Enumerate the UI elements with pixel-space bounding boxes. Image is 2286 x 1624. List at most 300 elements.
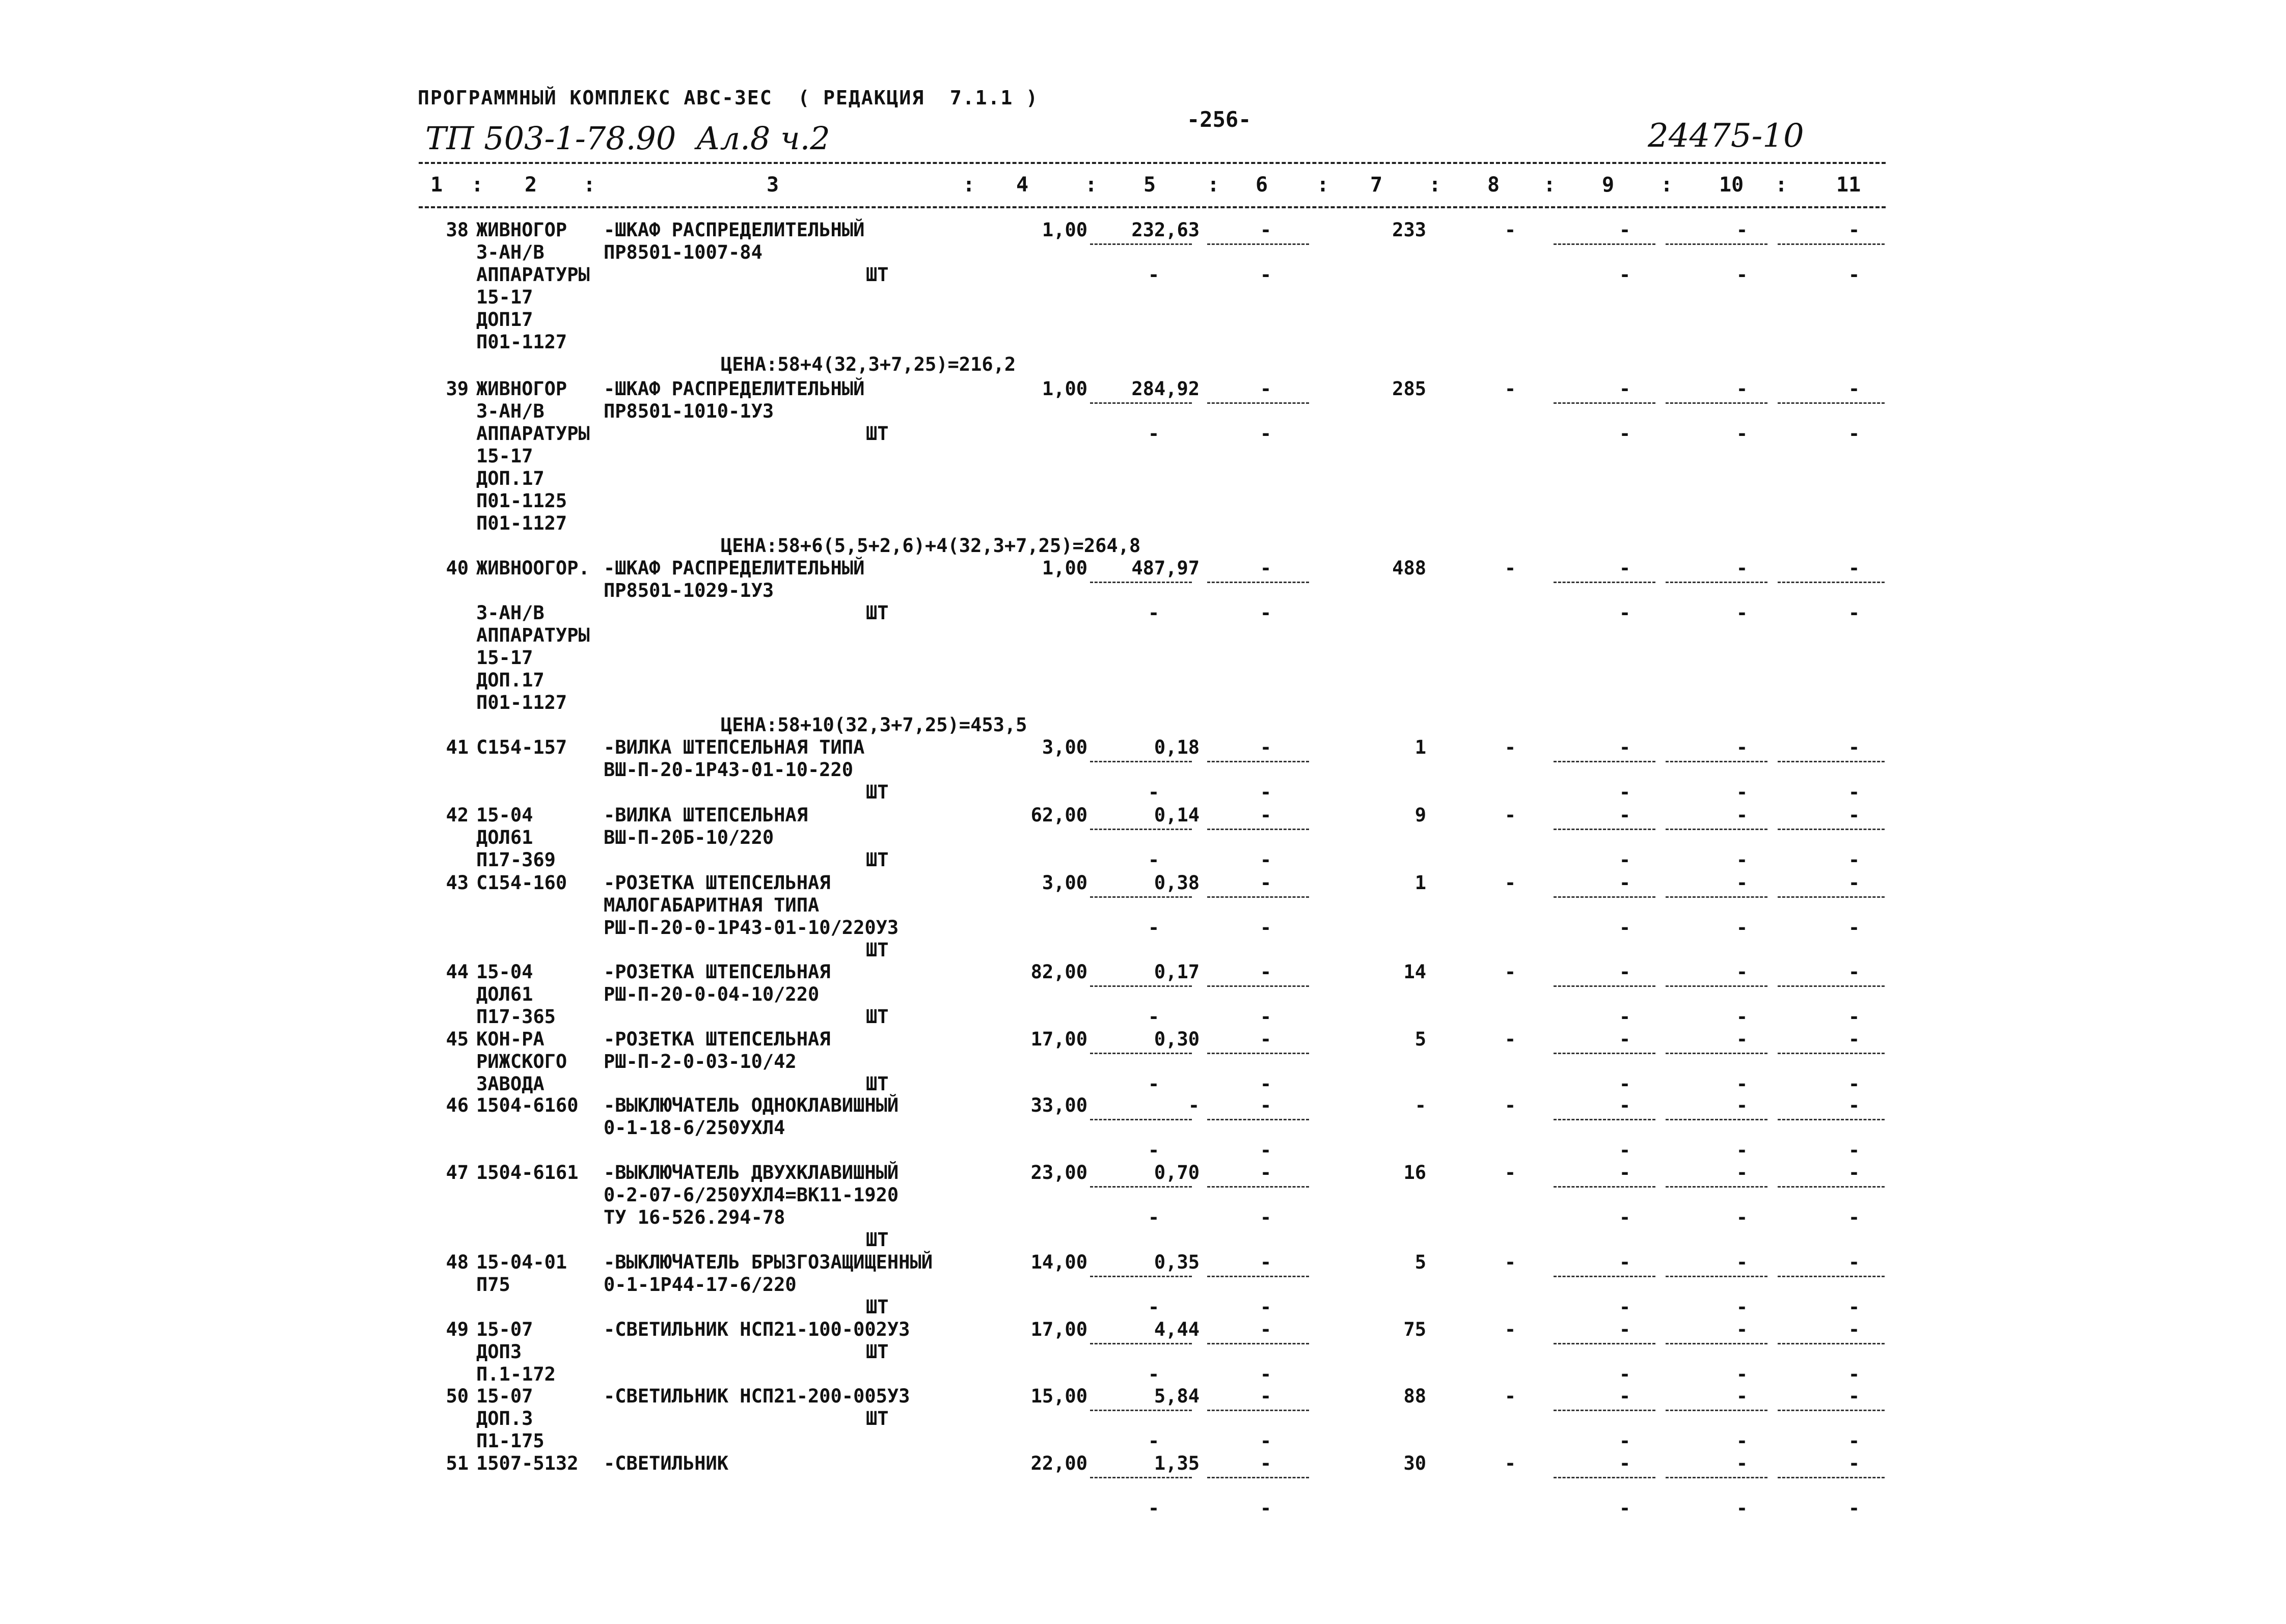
row-col9: - [1619,1318,1631,1340]
row-quantity: 3,00 [1042,736,1087,758]
row-col11-rule [1778,582,1885,583]
row-col11-rule [1778,1186,1885,1188]
row-col10-rule [1666,402,1767,404]
row-unit-price: 5,84 [1154,1385,1200,1407]
row-code-line: П01-1127 [476,512,567,534]
row-col6-sub: - [1260,264,1272,286]
row-col6: - [1260,1452,1272,1474]
row-unit-price: - [1188,1094,1200,1116]
row-number: 49 [446,1318,469,1340]
column-header-7: 7 [1370,173,1383,197]
row-col11-rule [1778,896,1885,898]
row-col11: - [1848,1028,1860,1050]
row-col6-sub: - [1260,1073,1272,1095]
row-col6: - [1260,1162,1272,1183]
row-code-line: ЖИВНОГОР [476,219,567,241]
row-col6-sub: - [1260,849,1272,871]
row-price-rule [1090,582,1192,583]
row-description-line: -СВЕТИЛЬНИК НСП21-100-002У3 [604,1318,910,1340]
column-separator: : [1085,173,1098,197]
row-code-line: 15-17 [476,445,533,467]
row-col9: - [1619,1162,1631,1183]
header-bottom-rule [419,206,1886,208]
row-col11-rule [1778,243,1885,245]
row-total: 1 [1414,736,1426,758]
row-col10-rule [1666,582,1767,583]
row-number: 43 [446,872,469,894]
row-col8: - [1504,557,1516,579]
row-total: 14 [1403,961,1426,983]
row-col10: - [1736,219,1748,241]
row-col10-sub: - [1736,1430,1748,1452]
row-number: 46 [446,1094,469,1116]
row-quantity: 3,00 [1042,872,1087,894]
row-description-line: ВШ-П-20Б-10/220 [604,827,774,848]
row-code-line: 3-АН/В [476,400,545,422]
row-col10: - [1736,378,1748,400]
row-col6-sub: - [1260,1139,1272,1161]
row-col10-rule [1666,1477,1767,1478]
row-col11: - [1848,1094,1860,1116]
row-col9-sub: - [1619,781,1631,803]
column-header-4: 4 [1016,173,1029,197]
row-quantity: 17,00 [1030,1028,1087,1050]
row-total: 16 [1403,1162,1426,1183]
row-description-line: -ШКАФ РАСПРЕДЕЛИТЕЛЬНЫЙ [604,219,865,241]
row-code-line: ЖИВНОГОР [476,378,567,400]
row-price-rule [1090,1477,1192,1478]
row-col11: - [1848,219,1860,241]
row-description-line: ТУ 16-526.294-78 [604,1206,785,1228]
column-header-8: 8 [1487,173,1500,197]
row-description-line: -РОЗЕТКА ШТЕПСЕЛЬНАЯ [604,1028,831,1050]
row-code-line: АППАРАТУРЫ [476,423,590,445]
row-col11-sub: - [1848,1430,1860,1452]
row-code-line: 3-АН/В [476,241,545,263]
row-col11-rule [1778,1276,1885,1277]
row-price-rule [1090,1276,1192,1277]
row-col9: - [1619,219,1631,241]
row-price-note: ЦЕНА:58+10(32,3+7,25)=453,5 [721,714,1027,736]
row-col11-rule [1778,1343,1885,1344]
row-col11-rule [1778,829,1885,830]
row-code-line: П01-1127 [476,692,567,713]
row-description-line: РШ-П-20-0-1Р43-01-10/220У3 [604,917,899,939]
row-col6-rule [1207,1477,1309,1478]
column-separator: : [1543,173,1556,197]
row-col10: - [1736,1452,1748,1474]
column-header-3: 3 [767,173,779,197]
row-quantity: 1,00 [1042,219,1087,241]
column-separator: : [1207,173,1220,197]
row-unit: ШТ [866,1229,889,1251]
row-col6-rule [1207,829,1309,830]
row-unit-price: 0,35 [1154,1251,1200,1273]
row-col10-sub: - [1736,1073,1748,1095]
row-col8: - [1504,1385,1516,1407]
row-code-line: С154-157 [476,736,567,758]
row-col10-sub: - [1736,781,1748,803]
row-unit-price: 0,17 [1154,961,1200,983]
row-unit: ШТ [866,602,889,624]
program-title: ПРОГРАММНЫЙ КОМПЛЕКС АВС-3ЕС ( РЕДАКЦИЯ 7.1.1 ) [418,87,1039,109]
row-col6: - [1260,378,1272,400]
row-col10-rule [1666,829,1767,830]
row-col9-sub: - [1619,423,1631,445]
row-code-line: 15-07 [476,1385,533,1407]
column-separator: : [583,173,596,197]
row-col8: - [1504,804,1516,826]
row-unit-price: 232,63 [1131,219,1200,241]
row-col10-sub: - [1736,1006,1748,1028]
row-col11-sub: - [1848,1073,1860,1095]
row-col6-sub: - [1260,423,1272,445]
row-code-line: П17-369 [476,849,556,871]
row-code-line: 3-АН/В [476,602,545,624]
row-unit: ШТ [866,1073,889,1095]
row-price-rule [1090,896,1192,898]
row-code-line: ДОП.17 [476,669,545,691]
row-col10: - [1736,804,1748,826]
row-price-rule [1090,1186,1192,1188]
row-col6: - [1260,219,1272,241]
row-total: 285 [1392,378,1426,400]
row-col11-sub: - [1848,781,1860,803]
row-col10-sub: - [1736,1206,1748,1228]
row-col11: - [1848,1452,1860,1474]
row-col9: - [1619,1251,1631,1273]
row-col6-sub: - [1260,781,1272,803]
row-price-rule [1090,402,1192,404]
row-col9: - [1619,1028,1631,1050]
row-col10-sub: - [1736,849,1748,871]
row-price-sub: - [1148,264,1160,286]
row-code-line: 15-04 [476,961,533,983]
row-unit: ШТ [866,264,889,286]
column-separator: : [471,173,484,197]
row-col10: - [1736,872,1748,894]
row-col9-rule [1554,1477,1655,1478]
row-col8: - [1504,961,1516,983]
row-col9-rule [1554,985,1655,987]
row-col10-rule [1666,761,1767,762]
row-col10-sub: - [1736,602,1748,624]
row-number: 50 [446,1385,469,1407]
row-col6: - [1260,557,1272,579]
row-col10: - [1736,961,1748,983]
row-col11: - [1848,961,1860,983]
row-description-line: -ВИЛКА ШТЕПСЕЛЬНАЯ ТИПА [604,736,865,758]
row-total: 1 [1414,872,1426,894]
row-col6: - [1260,1385,1272,1407]
row-col9: - [1619,1094,1631,1116]
row-col8: - [1504,1028,1516,1050]
row-code-line: 1504-6161 [476,1162,579,1183]
row-col11-sub: - [1848,1206,1860,1228]
row-total: 5 [1414,1028,1426,1050]
row-col11: - [1848,872,1860,894]
row-code-line: ДОЛ61 [476,827,533,848]
row-price-sub: - [1148,1497,1160,1519]
row-unit: ШТ [866,849,889,871]
row-code-line: П1-175 [476,1430,545,1452]
row-col11: - [1848,1385,1860,1407]
row-col11-sub: - [1848,602,1860,624]
row-col9: - [1619,804,1631,826]
row-description-line: РШ-П-2-0-03-10/42 [604,1051,797,1072]
row-col6: - [1260,804,1272,826]
row-col6: - [1260,872,1272,894]
row-col9-sub: - [1619,1363,1631,1385]
row-unit-price: 0,14 [1154,804,1200,826]
row-col10-sub: - [1736,1363,1748,1385]
row-col10-rule [1666,896,1767,898]
row-total: 75 [1403,1318,1426,1340]
row-col11: - [1848,557,1860,579]
row-price-sub: - [1148,602,1160,624]
row-col10-sub: - [1736,917,1748,939]
row-description-line: МАЛОГАБАРИТНАЯ ТИПА [604,894,820,916]
row-code-line: 15-04 [476,804,533,826]
row-col6-sub: - [1260,1006,1272,1028]
row-col11-sub: - [1848,849,1860,871]
row-col10: - [1736,1318,1748,1340]
row-col9-sub: - [1619,1206,1631,1228]
row-col6: - [1260,736,1272,758]
row-code-line: ДОП17 [476,309,533,331]
row-col11-sub: - [1848,1296,1860,1318]
row-col11-rule [1778,985,1885,987]
row-code-line: АППАРАТУРЫ [476,624,590,646]
row-col9-rule [1554,896,1655,898]
row-price-sub: - [1148,1139,1160,1161]
row-code-line: ЗАВОДА [476,1073,545,1095]
row-number: 44 [446,961,469,983]
row-description-line: -ВИЛКА ШТЕПСЕЛЬНАЯ [604,804,808,826]
row-col9-rule [1554,1276,1655,1277]
row-col11-sub: - [1848,1006,1860,1028]
row-description-line: ВШ-П-20-1Р43-01-10-220 [604,759,854,781]
row-col6: - [1260,1251,1272,1273]
row-price-sub: - [1148,781,1160,803]
row-col10-rule [1666,985,1767,987]
row-col9: - [1619,736,1631,758]
row-description-line: -ВЫКЛЮЧАТЕЛЬ ОДНОКЛАВИШНЫЙ [604,1094,899,1116]
column-separator: : [1429,173,1441,197]
row-quantity: 15,00 [1030,1385,1087,1407]
row-col11: - [1848,1162,1860,1183]
row-unit-price: 0,38 [1154,872,1200,894]
row-code-line: 1504-6160 [476,1094,579,1116]
row-col10-rule [1666,1053,1767,1054]
column-header-11: 11 [1836,173,1861,197]
row-total: - [1414,1094,1426,1116]
row-col6-sub: - [1260,1497,1272,1519]
row-price-sub: - [1148,917,1160,939]
row-col9-rule [1554,761,1655,762]
row-col10-rule [1666,1410,1767,1411]
row-quantity: 1,00 [1042,378,1087,400]
row-col8: - [1504,1318,1516,1340]
column-header-2: 2 [525,173,537,197]
row-col9-sub: - [1619,1497,1631,1519]
row-code-line: ДОП.3 [476,1408,533,1429]
row-price-rule [1090,1053,1192,1054]
row-price-sub: - [1148,849,1160,871]
column-separator: : [963,173,975,197]
column-header-1: 1 [430,173,443,197]
row-col8: - [1504,1094,1516,1116]
row-total: 9 [1414,804,1426,826]
row-col6-rule [1207,896,1309,898]
row-col8: - [1504,1452,1516,1474]
row-code-line: АППАРАТУРЫ [476,264,590,286]
row-col9-sub: - [1619,1006,1631,1028]
row-total: 233 [1392,219,1426,241]
row-price-rule [1090,761,1192,762]
row-description-line: ПР8501-1007-84 [604,241,763,263]
row-total: 88 [1403,1385,1426,1407]
column-separator: : [1661,173,1673,197]
row-price-rule [1090,985,1192,987]
row-number: 45 [446,1028,469,1050]
row-code-line: 15-17 [476,286,533,308]
row-col11-rule [1778,761,1885,762]
row-col10: - [1736,736,1748,758]
row-description-line: РШ-П-20-0-04-10/220 [604,983,820,1005]
row-col6: - [1260,961,1272,983]
row-col6-sub: - [1260,1363,1272,1385]
row-col11-sub: - [1848,917,1860,939]
row-col10: - [1736,1028,1748,1050]
row-description-line: 0-2-07-6/250УХЛ4=ВК11-1920 [604,1184,899,1206]
row-code-line: 15-07 [476,1318,533,1340]
row-col10: - [1736,1094,1748,1116]
row-col10: - [1736,1251,1748,1273]
row-col10-sub: - [1736,1497,1748,1519]
row-col6-rule [1207,1343,1309,1344]
column-header-6: 6 [1256,173,1268,197]
row-col11-rule [1778,1410,1885,1411]
row-price-note: ЦЕНА:58+4(32,3+7,25)=216,2 [721,353,1016,375]
row-code-line: С154-160 [476,872,567,894]
row-col9-sub: - [1619,1073,1631,1095]
row-price-note: ЦЕНА:58+6(5,5+2,6)+4(32,3+7,25)=264,8 [721,535,1141,557]
row-col11-rule [1778,1477,1885,1478]
row-col9-rule [1554,1053,1655,1054]
row-code-line: РИЖСКОГО [476,1051,567,1072]
row-col9-rule [1554,582,1655,583]
row-number: 47 [446,1162,469,1183]
row-quantity: 82,00 [1030,961,1087,983]
row-col11-rule [1778,402,1885,404]
row-number: 39 [446,378,469,400]
row-price-rule [1090,1343,1192,1344]
row-description-line: -РОЗЕТКА ШТЕПСЕЛЬНАЯ [604,872,831,894]
row-col6: - [1260,1318,1272,1340]
column-header-10: 10 [1719,173,1744,197]
row-code-line: П01-1127 [476,331,567,353]
row-description-line: -РОЗЕТКА ШТЕПСЕЛЬНАЯ [604,961,831,983]
row-code-line: П.1-172 [476,1363,556,1385]
row-col6: - [1260,1094,1272,1116]
row-total: 488 [1392,557,1426,579]
row-col11-sub: - [1848,1363,1860,1385]
row-total: 30 [1403,1452,1426,1474]
row-code-line: ДОП.17 [476,467,545,489]
row-price-sub: - [1148,1430,1160,1452]
row-price-sub: - [1148,1296,1160,1318]
row-col6-rule [1207,1186,1309,1188]
row-unit-price: 0,18 [1154,736,1200,758]
row-col6-rule [1207,1276,1309,1277]
row-col8: - [1504,1162,1516,1183]
row-price-rule [1090,829,1192,830]
row-col6: - [1260,1028,1272,1050]
row-col11: - [1848,1251,1860,1273]
document-number: 24475-10 [1648,117,1804,155]
row-description-line: -ШКАФ РАСПРЕДЕЛИТЕЛЬНЫЙ [604,378,865,400]
row-col10-rule [1666,1119,1767,1120]
row-col8: - [1504,736,1516,758]
column-separator: : [1775,173,1788,197]
row-price-sub: - [1148,1006,1160,1028]
row-number: 40 [446,557,469,579]
row-col11: - [1848,1318,1860,1340]
row-col9: - [1619,961,1631,983]
row-col10-rule [1666,243,1767,245]
row-price-rule [1090,243,1192,245]
row-description-line: ПР8501-1029-1У3 [604,580,774,601]
row-unit: ШТ [866,1296,889,1318]
row-unit-price: 0,70 [1154,1162,1200,1183]
row-col8: - [1504,219,1516,241]
row-col11-rule [1778,1119,1885,1120]
row-col6-rule [1207,402,1309,404]
row-col9: - [1619,1385,1631,1407]
row-code-line: П01-1125 [476,490,567,512]
row-quantity: 14,00 [1030,1251,1087,1273]
row-unit: ШТ [866,1408,889,1429]
column-header-5: 5 [1144,173,1156,197]
row-col10-sub: - [1736,1296,1748,1318]
row-col11: - [1848,804,1860,826]
row-col9-rule [1554,829,1655,830]
row-unit: ШТ [866,1006,889,1028]
row-code-line: ДОЛ61 [476,983,533,1005]
column-header-9: 9 [1602,173,1615,197]
row-number: 38 [446,219,469,241]
row-description-line: -ВЫКЛЮЧАТЕЛЬ ДВУХКЛАВИШНЫЙ [604,1162,899,1183]
row-quantity: 33,00 [1030,1094,1087,1116]
row-col10-sub: - [1736,264,1748,286]
row-description-line: -СВЕТИЛЬНИК [604,1452,729,1474]
row-col6-rule [1207,1119,1309,1120]
row-description-line: -СВЕТИЛЬНИК НСП21-200-005У3 [604,1385,910,1407]
row-code-line: ЖИВНООГОР. [476,557,590,579]
column-separator: : [1317,173,1329,197]
row-price-sub: - [1148,423,1160,445]
row-quantity: 22,00 [1030,1452,1087,1474]
row-col9-sub: - [1619,917,1631,939]
row-col9-rule [1554,1410,1655,1411]
row-col9: - [1619,872,1631,894]
row-number: 48 [446,1251,469,1273]
row-col6-rule [1207,1053,1309,1054]
row-price-rule [1090,1410,1192,1411]
row-description-line: 0-1-18-6/250УХЛ4 [604,1117,785,1139]
row-total: 5 [1414,1251,1426,1273]
